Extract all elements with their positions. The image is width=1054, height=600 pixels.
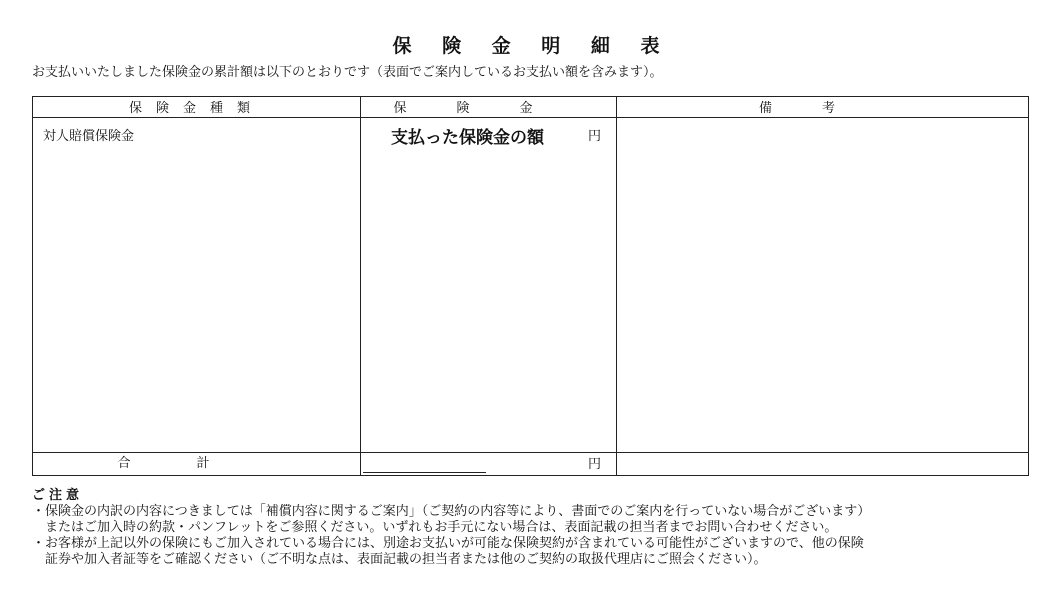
row-insurance-amount: 支払った保険金の額 (391, 128, 544, 148)
document-title: 保 険 金 明 細 表 (392, 35, 672, 57)
header-insurance-type: 保険金種類 (128, 101, 264, 116)
row-insurance-type: 対人賠償保険金 (43, 129, 135, 144)
notes-line-2: またはご加入時の約款・パンフレットをご参照ください。いずれもお手元にない場合は、表面記載の担当者までお問い合わせください。 (45, 520, 838, 535)
row-amount-unit: 円 (588, 129, 602, 144)
insurance-detail-table (32, 96, 1029, 476)
notes-line-4: 証券や加入者証等をご確認ください（ご不明な点は、表面記載の担当者または他のご契約の取扱代理店にご照会ください）。 (45, 552, 767, 567)
notes-heading: ご注意 (32, 488, 84, 503)
notes-line-1: ・保険金の内訳の内容につきましては「補償内容に関するご案内」（ご契約の内容等により、書面でのご案内を行っていない場合がございます） (32, 504, 871, 519)
header-insurance-amount: 保険金 (393, 101, 583, 116)
total-label: 合計 (117, 456, 276, 471)
total-amount-underline (363, 472, 486, 473)
notes-line-3: ・お客様が上記以外の保険にもご加入されている場合には、別途お支払いが可能な保険契約が含まれている可能性がございますので、他の保険 (32, 536, 864, 551)
header-remarks: 備考 (758, 101, 885, 116)
column-divider-1 (360, 97, 361, 475)
notes-section (32, 488, 870, 568)
intro-text: お支払いいたしました保険金の累計額は以下のとおりです（表面でご案内しているお支払い額を含みます）。 (32, 65, 663, 80)
total-divider (33, 452, 1028, 453)
total-amount-unit: 円 (588, 457, 602, 472)
column-divider-2 (616, 97, 617, 475)
